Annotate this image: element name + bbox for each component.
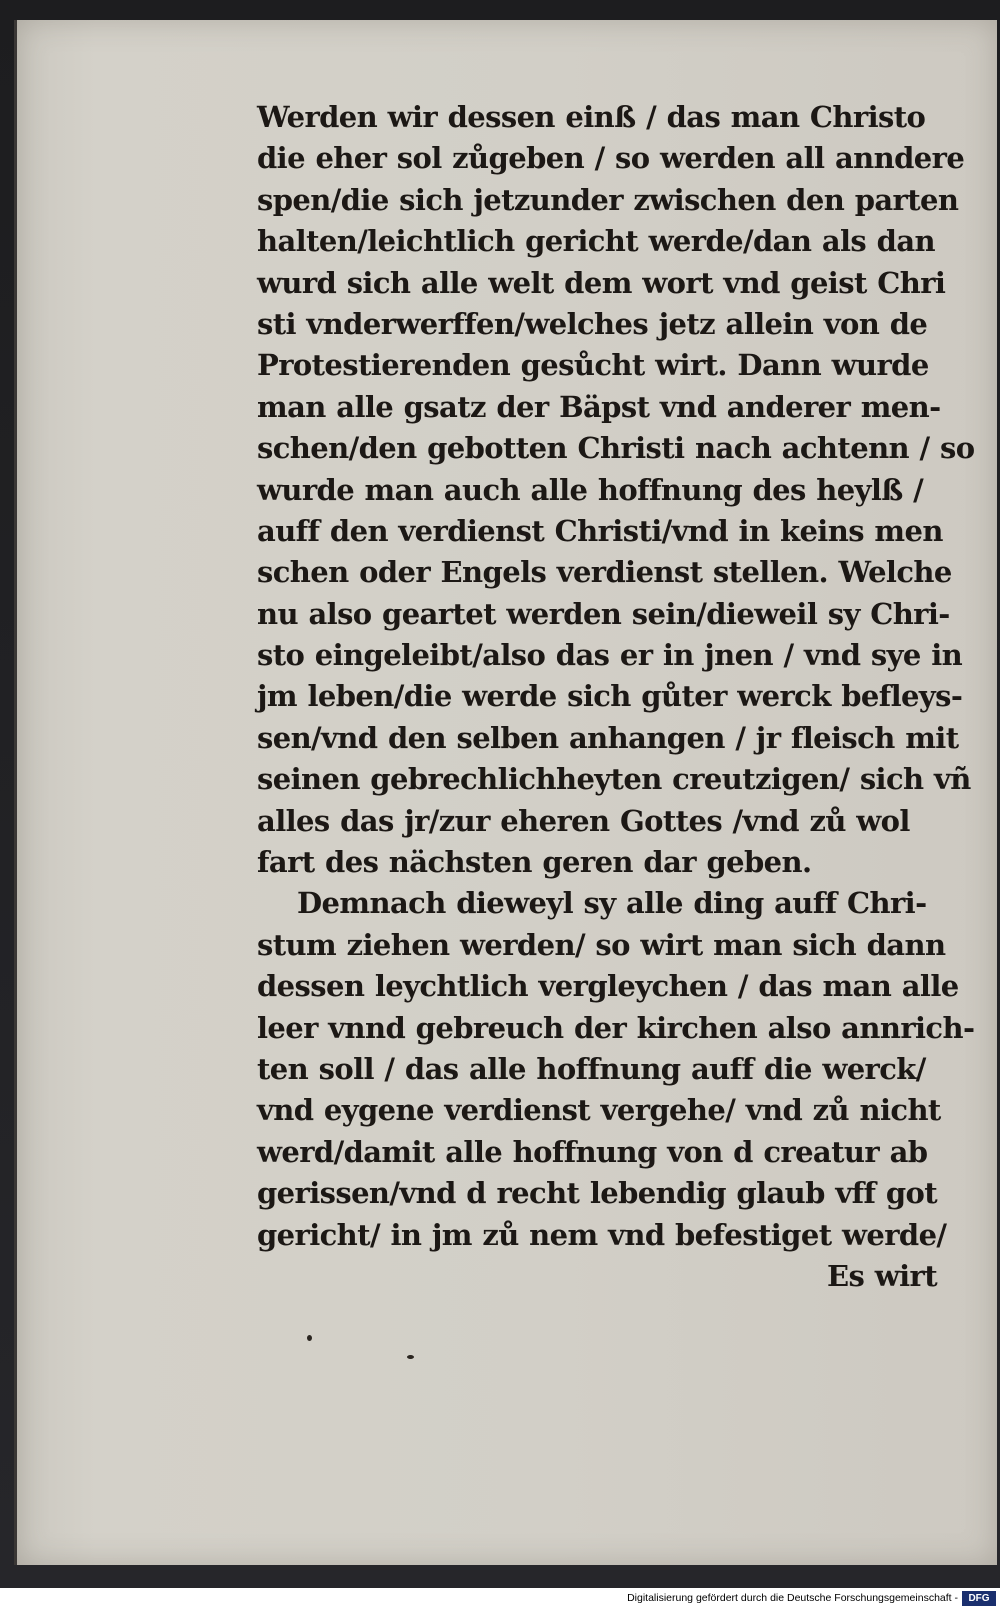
text-line: schen/den gebotten Christi nach achtenn / so bbox=[257, 431, 975, 466]
text-line: fart des nächsten geren dar geben. bbox=[257, 845, 812, 880]
text-line: seinen gebrechlichheyten creutzigen/ sich vñ bbox=[257, 762, 971, 797]
text-line: vnd eygene verdienst vergehe/ vnd zů nicht bbox=[257, 1093, 941, 1128]
ink-speck bbox=[307, 1335, 312, 1341]
book-page bbox=[14, 20, 997, 1565]
text-line: halten/leichtlich gericht werde/dan als dan bbox=[257, 224, 936, 259]
text-line: leer vnnd gebreuch der kirchen also annrich- bbox=[257, 1010, 975, 1045]
text-line: stum ziehen werden/ so wirt man sich dann bbox=[257, 927, 946, 962]
ink-speck bbox=[407, 1355, 414, 1359]
text-line: Werden wir dessen einß / das man Christo bbox=[257, 100, 926, 134]
text-line: dessen leychtlich vergleychen / das man alle bbox=[257, 969, 959, 1004]
catchword: Es wirt bbox=[827, 1258, 937, 1293]
text-line: gericht/ in jm zů nem vnd befestiget werde/ bbox=[257, 1217, 947, 1252]
text-line: schen oder Engels verdienst stellen. Welche bbox=[257, 555, 952, 590]
text-line: alles das jr/zur eheren Gottes /vnd zů wol bbox=[257, 803, 910, 838]
text-line: wurd sich alle welt dem wort vnd geist Chri bbox=[257, 265, 946, 300]
text-line: sto eingeleibt/also das er in jnen / vnd sye in bbox=[257, 638, 963, 673]
digitization-credit: Digitalisierung gefördert durch die Deutsche Forschungsgemeinschaft - bbox=[627, 1592, 958, 1604]
text-line: werd/damit alle hoffnung von d creatur ab bbox=[257, 1134, 928, 1169]
text-line: Demnach dieweyl sy alle ding auff Chri- bbox=[297, 886, 927, 921]
dfg-logo: DFG bbox=[962, 1591, 996, 1606]
text-line: ten soll / das alle hoffnung auff die werck/ bbox=[257, 1051, 926, 1086]
text-line: spen/die sich jetzunder zwischen den parten bbox=[257, 182, 959, 217]
text-line: wurde man auch alle hoffnung des heylß / bbox=[257, 472, 924, 507]
text-line: jm leben/die werde sich gůter werck befleys- bbox=[257, 679, 963, 714]
text-line: gerissen/vnd d recht lebendig glaub vff got bbox=[257, 1176, 938, 1211]
text-line: Protestierenden gesůcht wirt. Dann wurde bbox=[257, 348, 929, 383]
text-line: sti vnderwerffen/welches jetz allein von de bbox=[257, 306, 928, 341]
text-line: sen/vnd den selben anhangen / jr fleisch mit bbox=[257, 720, 959, 755]
text-line: die eher sol zůgeben / so werden all anndere bbox=[257, 141, 965, 176]
text-line: man alle gsatz der Bäpst vnd anderer men- bbox=[257, 389, 941, 424]
text-line: nu also geartet werden sein/dieweil sy Chri- bbox=[257, 596, 950, 631]
body-text bbox=[257, 97, 977, 1297]
text-line: auff den verdienst Christi/vnd in keins men bbox=[257, 513, 943, 548]
